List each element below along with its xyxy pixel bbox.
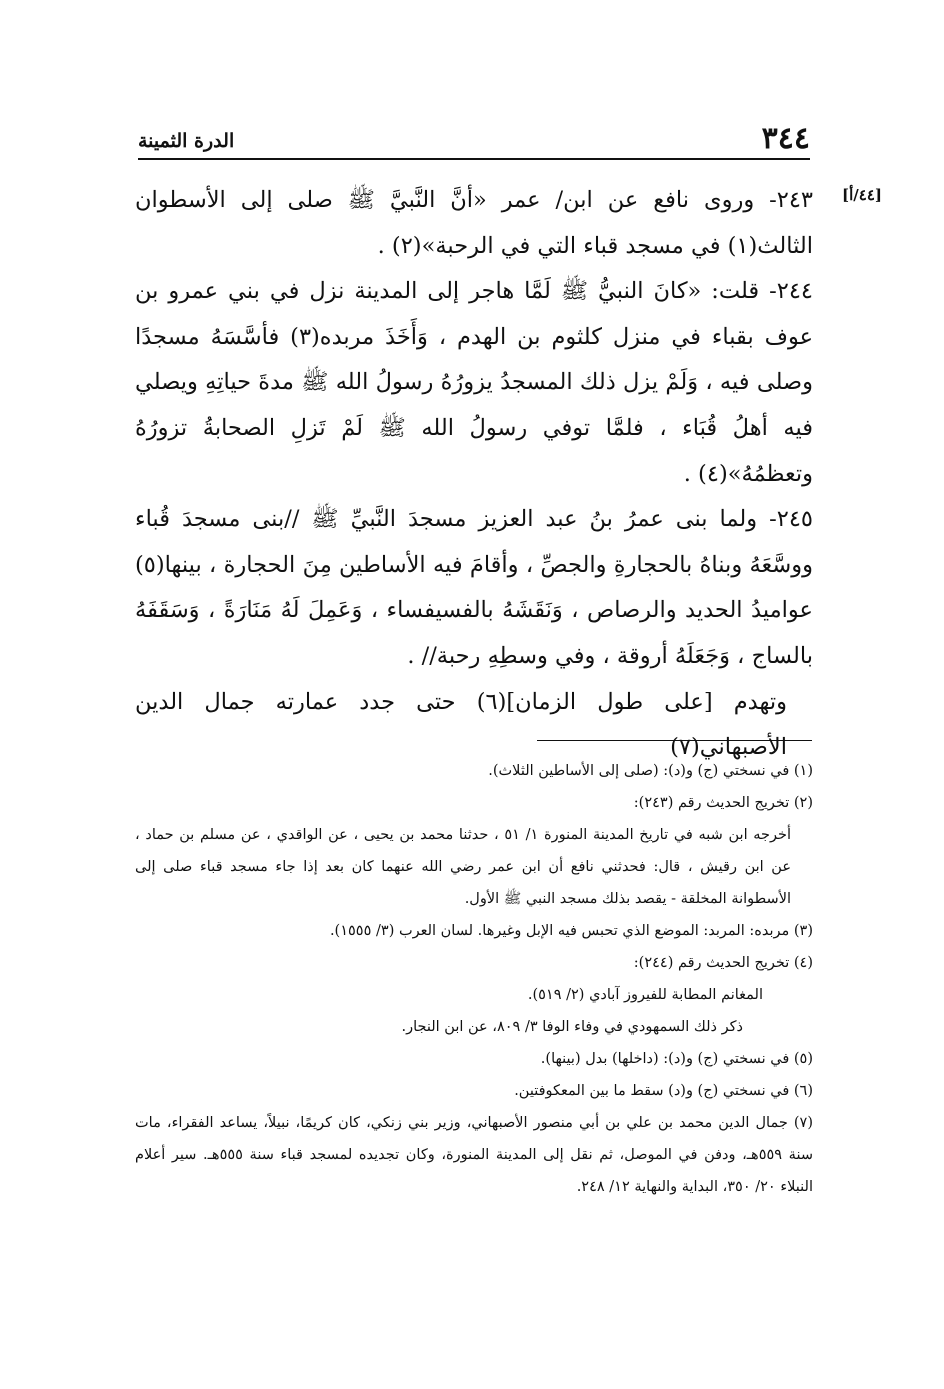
footnote-5: (٥) في نسختي (ج) و(د): (داخلها) بدل (بينها). <box>540 1051 813 1067</box>
running-title: الدرة الثمينة <box>138 130 235 152</box>
footnote-7: (٧) جمال الدين محمد بن علي بن أبي منصور الأصبهاني، وزير بني زنكي، كان كريمًا، نبيلاً، يساعد الفقراء، مات سنة ٥٥٩هـ، ودفن في الموصل، ثم نقل إلى المدينة المنورة، وكان تجديده لمسجد قباء سنة ٥٥٥هـ. سير أعلام النبلاء ٢٠/ ٣٥٠، البداية والنهاية ١٢/ ٢٤٨. <box>135 1115 813 1195</box>
footnote-2-text: أخرجه ابن شبه في تاريخ المدينة المنورة ١/ ٥١ ، حدثنا محمد بن يحيى ، عن الواقدي ، عن مسلم بن حماد ، عن ابن رقيش ، قال: فحدثني نافع أن ابن عمر رضي الله عنهما كان بعد إذا جاء مسجد قباء صلى إلى الأسطوانة المخلقة - يقصد بذلك مسجد النبي ﷺ الأول. <box>135 827 792 907</box>
footnote-1: (١) في نسختي (ج) و(د): (صلى إلى الأساطين الثلاث). <box>488 763 813 779</box>
page-number: ٣٤٤ <box>761 121 810 156</box>
paragraph-244: ٢٤٤- قلت: «كانَ النبيُّ ﷺ لَمَّا هاجر إلى المدينة نزل في بني عمرو بن عوف بقباء في منزل كلثوم بن الهدم ، وَأَخَذَ مربده(٣) فأسَّسَهُ مسجدًا وصلى فيه ، وَلَمْ يزل ذلك المسجدُ يزورُهُ رسولُ الله ﷺ مدةَ حياتِهِ ويصلي فيه أهلُ قُبَاء ، فلمَّا توفي رسولُ الله ﷺ لَمْ تَزلِ الصحابةُ تزورُهُ وتعظمُهُ»(٤) . <box>135 278 813 487</box>
paragraph-continuation: وتهدم [على طول الزمان](٦) حتى جدد عمارته جمال الدين الأصبهاني(٧) <box>135 688 787 761</box>
footnote-4-text-2: ذكر ذلك السمهودي في وفاء الوفا ٣/ ٨٠٩، عن ابن النجار. <box>401 1019 743 1035</box>
paragraph-245: ٢٤٥- ولما بنى عمرُ بنُ عبد العزيز مسجدَ النَّبيِّ ﷺ //بنى مسجدَ قُباء ووسَّعَهُ وبناهُ بالحجارةِ والجصِّ ، وأقامَ فيه الأساطين مِنَ الحجارة ، بينها(٥) عواميدُ الحديد والرصاص ، وَنَقَشَهُ بالفسيفساء ، وَعَمِلَ لَهُ مَنَارَةً ، وَسَقَفَهُ بالساج ، وَجَعَلَهُ أروقة ، وفي وسطِهِ رحبة// . <box>135 506 813 669</box>
paragraph-243: ٢٤٣- وروى نافع عن ابن/ عمر «أنَّ النَّبيَّ ﷺ صلى إلى الأسطوان الثالث(١) في مسجد قباء التي في الرحبة»(٢) . <box>135 187 813 259</box>
footnote-4: (٤) تخريج الحديث رقم (٢٤٤): <box>633 955 813 971</box>
main-text <box>135 178 813 771</box>
manuscript-folio-marker: [٤٤/أ] <box>842 186 882 204</box>
footnotes <box>135 755 813 1203</box>
footnote-6: (٦) في نسختي (ج) و(د) سقط ما بين المعكوفتين. <box>514 1083 813 1099</box>
footnote-4-text-1: المغانم المطابة للفيروز آبادي (٢/ ٥١٩). <box>527 987 763 1003</box>
footnote-3: (٣) مربده: المربد: الموضع الذي تحبس فيه الإبل وغيرها. لسان العرب (٣/ ١٥٥٥). <box>329 923 813 939</box>
page-header <box>138 112 810 160</box>
footnote-2: (٢) تخريج الحديث رقم (٢٤٣): <box>633 795 813 811</box>
footnote-separator <box>537 740 812 741</box>
